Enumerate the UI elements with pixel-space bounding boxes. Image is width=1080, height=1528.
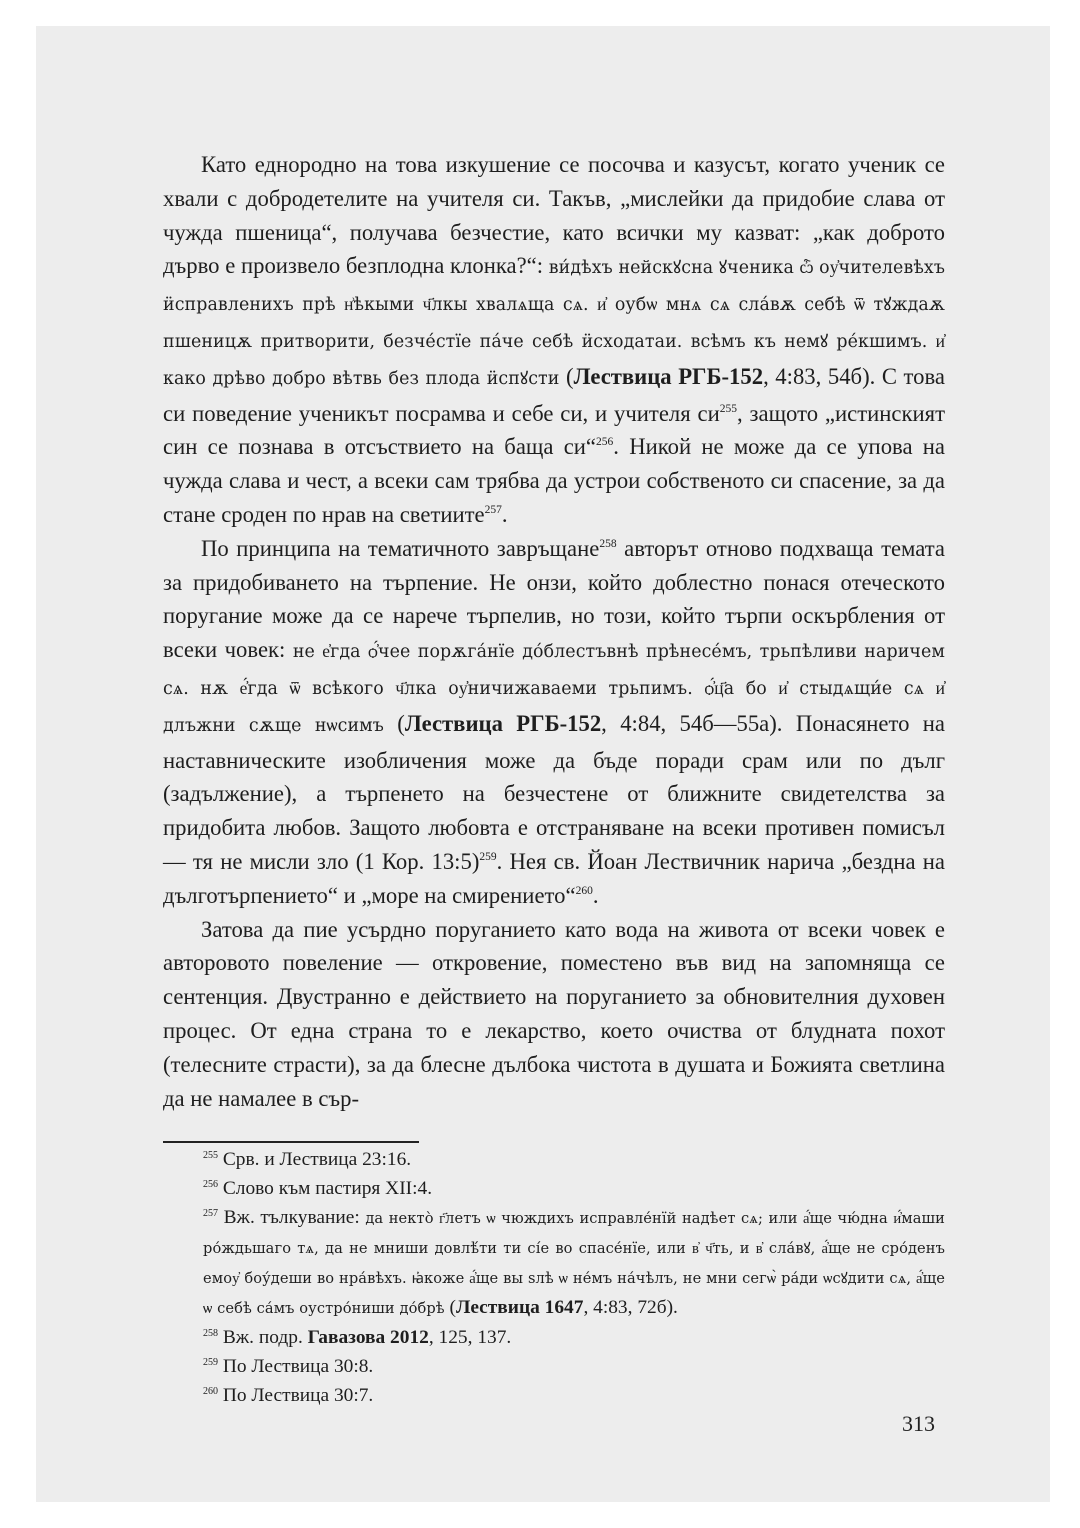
text-run: , 125, 137. [428,1327,512,1348]
text-run: , 4:84, 54б—55а). Понасянето на наставническите изобличения може да бъде поради срам или по дълг (задължение), а търпенето на безчестене от ближните свидетелства за придобита любов. Защото любовта е отстраняване на всеки противен помисъл — тя не мисли зло (1 Кор. 13:5) [163,710,945,874]
footnote [203,1203,945,1323]
paragraph [163,913,945,1116]
text-run: Слово към пастиря XII:4. [218,1178,433,1199]
paragraph [163,532,945,913]
footnote [203,1352,945,1381]
text-run: ( [444,1297,457,1318]
footnote-ref: 260 [575,884,593,897]
footnote-ref: 260 [203,1386,218,1397]
text-run: По Лествица 30:8. [218,1356,374,1377]
text-run: , защото „истинският син се познава в отсъствието на баща си“ [163,400,945,460]
footnote-ref: 256 [203,1179,218,1190]
church-slavonic-quote: да некто̀ г҃летъ ѡ чюждихъ исправле́нїй надѣет сѧ; или а҆́ще чю́дна и҆́маши ро́ждьшаго тѧ, да не мниши довлѣ́ти ти сі́е во спасе́нїе, или в҆ ч҃ть, и в҆ сла́вꙋ, а҆́ще не сро́денъ емоу҆ боу́деши во нра́вѣхъ. ꙗ҆коже а҆́ще вы ѕлѣ ѡ не́мъ на́чѣлъ, не мни сегѡ̀ ра́ди ѡсꙋдити сѧ, а҆́ще ѡ себѣ са́мъ оустро́ниши до́брѣ [203,1210,945,1317]
source-citation: Лествица РГБ-152 [573,363,764,389]
church-slavonic-quote: ви́дѣхъ нейскꙋсна ꙋченика ѽ оу҆чителевѣхъ ӥсправленихъ прѣ н͗ѣкыми ч҃лкы хвалѧща сѧ. и҆ оубѡ мнѧ сѧ сла́вѫ себѣ ѿ тꙋждаѫ пшеницѫ притворити, безче́стїе па́че себѣ ӥсходатаи. всѣмъ къ немꙋ ре́кшимъ. и҆ како дрѣво добро вѣтвь без плода ӥспꙋсти [163,258,945,389]
footnote-separator [163,1141,419,1143]
footnotes [203,1145,945,1410]
footnote-ref: 259 [203,1357,218,1368]
text-run: авторът отново подхваща темата за придобиването на търпение. Не онзи, който доблестно понася отеческото поругание може да се нарече търпелив, но този, който търпи оскърбления от всеки човек: [163,535,945,663]
footnote-ref: 257 [203,1208,218,1219]
footnote [203,1174,945,1203]
text-run: Вж. подр. [218,1327,308,1348]
text-run: Вж. тълкувание: [218,1207,366,1228]
text-run: Срв. и Лествица 23:16. [218,1149,412,1170]
text-run: . [592,882,599,908]
footnote [203,1381,945,1410]
footnote [203,1145,945,1174]
footnote-ref: 256 [596,436,614,449]
footnote-ref: 255 [719,402,738,415]
text-run: Затова да пие усърдно поруганието като вода на живота от всеки човек е авторовото повеление — откровение, поместено във вид на запомняща се сентенция. Двустранно е действието на поруганието за обновителния духовен процес. От една страна то е лекарство, което очиства от блудната похот (телесните страсти), за да блесне дълбока чистота в душата и Божията светлина да не намалее в сър- [163,916,945,1111]
page-number: 313 [902,1411,935,1436]
text-run: , 4:83, 54б). С това си поведение ученикът посрамва и себе си, и учителя си [163,363,945,426]
source-citation: Лествица РГБ-152 [404,710,602,736]
text-run: По Лествица 30:7. [218,1385,374,1406]
text-run: ( [383,710,405,736]
paragraph [163,148,945,532]
church-slavonic-quote: не е҆гда ѻ҆́чее порѫга́нїе до́блестъвнѣ прѣнесе́мъ, трьпѣливи наричем сѧ. нѫ е҆́гда ѿ всѣкого ч҃лка оу҆ничижаваеми трьпимъ. ѻ҆́ц҃а бо и҆ стыдѧщи́е сѧ и҆ длъжни сѫще нѡсимъ [163,642,945,736]
footnote-ref: 258 [599,537,617,550]
text-run: Като еднородно на това изкушение се посочва и казусът, когато ученик се хвали с добродетелите на учителя си. Такъв, „мислейки да придобие слава от чужда пшеница“, получава безчестие, като всички му казват: „как доброто дърво е произвело безплодна клонка?“: [163,152,945,279]
source-citation: Гавазова 2012 [307,1327,429,1348]
main-text [163,148,945,1115]
text-run: ( [559,363,574,389]
footnote-ref: 255 [203,1150,218,1161]
text-run: . Никой не може да се упова на чужда слава и чест, а всеки сам трябва да устрои собственото си спасение, за да стане сроден по нрав на светиите [163,434,945,527]
text-run: . [501,501,508,527]
text-run: , 4:83, 72б). [583,1297,678,1318]
source-citation: Лествица 1647 [456,1297,584,1318]
text-run: . Нея св. Йоан Лествичник нарича „бездна на дълготърпението“ и „море на смирението“ [163,848,945,908]
footnote-ref: 259 [479,850,497,863]
footnote-ref: 258 [203,1328,218,1339]
footnote-ref: 257 [484,503,502,516]
footnote [203,1323,945,1352]
text-run: По принципа на тематичното завръщане [201,535,600,561]
